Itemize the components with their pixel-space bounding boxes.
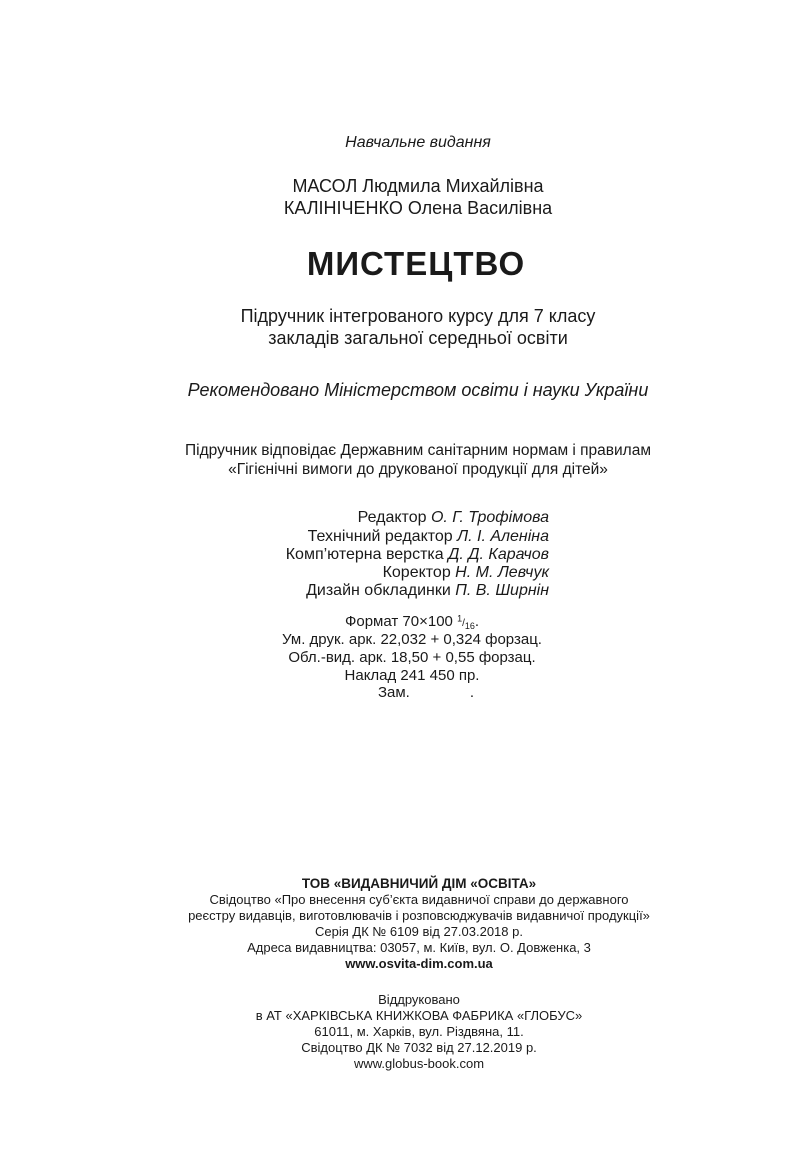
- author-name: МАСОЛ Людмила Михайлівна: [292, 176, 544, 196]
- credit-person: О. Г. Трофімова: [430, 509, 549, 526]
- credit-role: Технічний редактор: [307, 528, 453, 545]
- spec-print-run: Наклад 241 450 пр.: [344, 667, 480, 684]
- credit-editor: [0, 509, 549, 527]
- format-fraction: $^1/_{16}$: [457, 613, 475, 631]
- printer-certificate: Свідоцтво ДК № 7032 від 27.12.2019 р.: [301, 1040, 537, 1055]
- publisher-address: Адреса видавництва: 03057, м. Київ, вул. О. Довженка, 3: [247, 940, 591, 955]
- publisher-certificate: Свідоцтво «Про внесення суб’єкта видавничої справи до державного: [209, 892, 629, 907]
- author-name: КАЛІНІЧЕНКО Олена Василівна: [283, 198, 553, 218]
- publisher-website-link[interactable]: www.osvita-dim.com.ua: [345, 956, 493, 971]
- publisher-name: ТОВ «ВИДАВНИЧИЙ ДІМ «ОСВІТА»: [301, 876, 537, 891]
- printer-website-link[interactable]: www.globus-book.com: [353, 1056, 485, 1071]
- printer-label: Віддруковано: [378, 992, 460, 1007]
- edition-type: Навчальне видання: [345, 134, 491, 151]
- format-denominator: 16: [464, 621, 475, 631]
- credit-person: П. В. Ширнін: [455, 582, 549, 599]
- format-numerator: 1: [457, 613, 463, 624]
- order-label: Зам.: [377, 684, 410, 701]
- printer-name: в АТ «ХАРКІВСЬКА КНИЖКОВА ФАБРИКА «ГЛОБУС»: [255, 1008, 583, 1023]
- credit-person: Л. І. Аленіна: [457, 528, 549, 545]
- sanitary-compliance: Підручник відповідає Державним санітарним нормам і правилам: [185, 442, 651, 459]
- spec-publisher-sheets: Обл.-вид. арк. 18,50 + 0,55 форзац.: [288, 649, 536, 666]
- spec-print-sheets: Ум. друк. арк. 22,032 + 0,324 форзац.: [282, 631, 542, 648]
- credit-role: Дизайн обкладинки: [306, 582, 451, 599]
- publisher-series: Серія ДК № 6109 від 27.03.2018 р.: [315, 924, 523, 939]
- format-suffix: .: [474, 613, 480, 630]
- credit-layout: [0, 546, 549, 564]
- credit-person: Н. М. Левчук: [455, 564, 549, 581]
- publisher-certificate: реєстру видавців, виготовлювачів і розповсюджувачів видавничої продукції»: [188, 908, 650, 923]
- spec-order: [26, 684, 800, 701]
- credit-cover-design: [0, 582, 549, 600]
- credit-role: Редактор: [357, 509, 427, 526]
- order-end: .: [469, 684, 475, 701]
- book-subtitle: Підручник інтегрованого курсу для 7 класу: [240, 306, 596, 326]
- format-prefix: Формат 70×100: [344, 613, 453, 630]
- ministry-recommendation: Рекомендовано Міністерством освіти і науки України: [187, 380, 649, 400]
- credit-person: Д. Д. Карачов: [448, 546, 549, 563]
- spec-format: [12, 613, 800, 631]
- book-subtitle: закладів загальної середньої освіти: [268, 328, 568, 348]
- book-title: МИСТЕЦТВО: [306, 245, 526, 282]
- credit-proofreader: [0, 564, 549, 582]
- sanitary-compliance: «Гігієнічні вимоги до друкованої продукції для дітей»: [228, 461, 608, 478]
- credit-technical-editor: [0, 528, 549, 546]
- credit-role: Коректор: [382, 564, 451, 581]
- credit-role: Комп’ютерна верстка: [285, 546, 444, 563]
- printer-address: 61011, м. Харків, вул. Різдвяна, 11.: [314, 1024, 524, 1039]
